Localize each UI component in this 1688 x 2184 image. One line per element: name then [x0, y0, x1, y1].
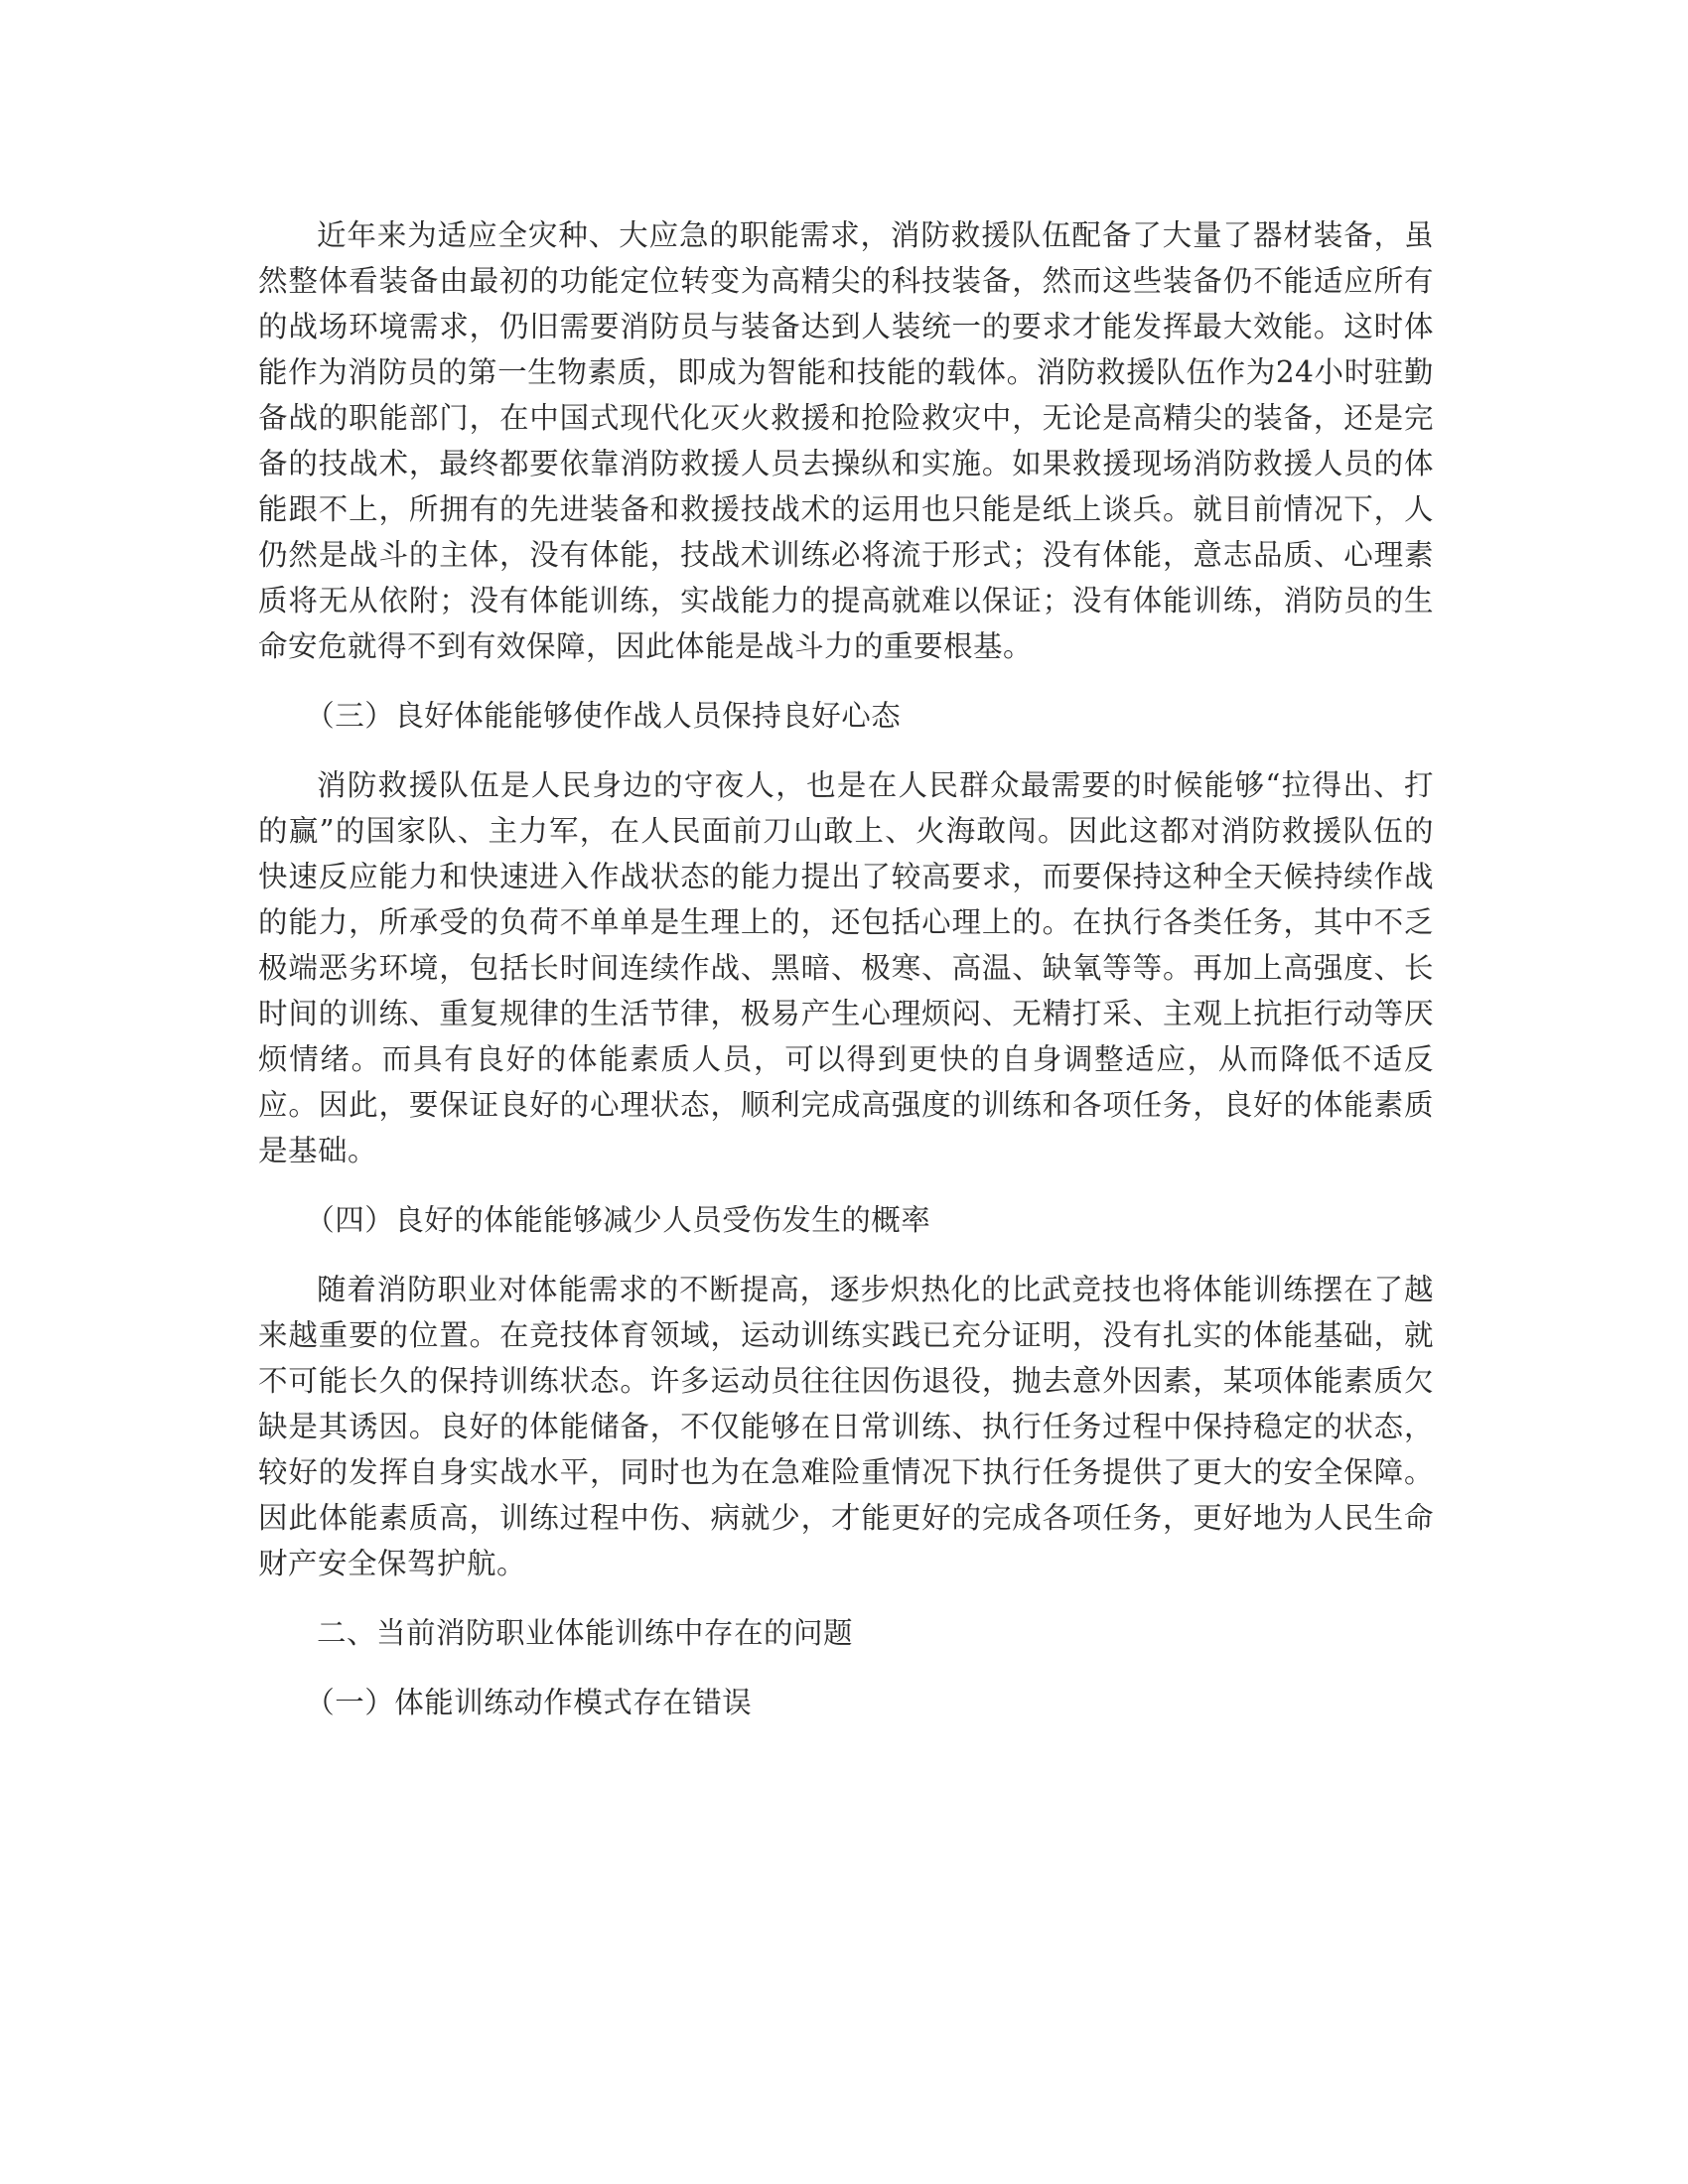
- section-heading-1: （一）体能训练动作模式存在错误: [305, 1686, 753, 1719]
- document-body: [258, 212, 1434, 1749]
- paragraph-injury-reduction: 随着消防职业对体能需求的不断提高，逐步炽热化的比武竞技也将体能训练摆在了越来越重要的位置。在竞技体育领域，运动训练实践已充分证明，没有扎实的体能基础，就不可能长久的保持训练状态。许多运动员往往因伤退役，抛去意外因素，某项体能素质欠缺是其诱因。良好的体能储备，不仅能够在日常训练、执行任务过程中保持稳定的状态，较好的发挥自身实战水平，同时也为在急难险重情况下执行任务提供了更大的安全保障。因此体能素质高，训练过程中伤、病就少，才能更好的完成各项任务，更好地为人民生命财产安全保驾护航。: [258, 1273, 1434, 1580]
- paragraph-equipment-and-fitness: 近年来为适应全灾种、大应急的职能需求，消防救援队伍配备了大量了器材装备，虽然整体看装备由最初的功能定位转变为高精尖的科技装备，然而这些装备仍不能适应所有的战场环境需求，仍旧需要消防员与装备达到人装统一的要求才能发挥最大效能。这时体能作为消防员的第一生物素质，即成为智能和技能的载体。消防救援队伍作为24小时驻勤备战的职能部门，在中国式现代化灭火救援和抢险救灾中，无论是高精尖的装备，还是完备的技战术，最终都要依靠消防救援人员去操纵和实施。如果救援现场消防救援人员的体能跟不上，所拥有的先进装备和救援技战术的运用也只能是纸上谈兵。就目前情况下，人仍然是战斗的主体，没有体能，技战术训练必将流于形式；没有体能，意志品质、心理素质将无从依附；没有体能训练，实战能力的提高就难以保证；没有体能训练，消防员的生命安危就得不到有效保障，因此体能是战斗力的重要根基。: [258, 218, 1434, 663]
- section-heading-3: （三）良好体能能够使作战人员保持良好心态: [305, 699, 902, 733]
- paragraph-psychological-state: 消防救援队伍是人民身边的守夜人，也是在人民群众最需要的时候能够“拉得出、打的赢”的国家队、主力军，在人民面前刀山敢上、火海敢闯。因此这都对消防救援队伍的快速反应能力和快速进入作战状态的能力提出了较高要求，而要保持这种全天候持续作战的能力，所承受的负荷不单单是生理上的，还包括心理上的。在执行各类任务，其中不乏极端恶劣环境，包括长时间连续作战、黑暗、极寒、高温、缺氧等等。再加上高强度、长时间的训练、重复规律的生活节律，极易产生心理烦闷、无精打采、主观上抗拒行动等厌烦情绪。而具有良好的体能素质人员，可以得到更快的自身调整适应，从而降低不适反应。因此，要保证良好的心理状态，顺利完成高强度的训练和各项任务，良好的体能素质是基础。: [258, 768, 1434, 1167]
- section-heading-4: （四）良好的体能能够减少人员受伤发生的概率: [305, 1203, 931, 1237]
- chapter-heading-2: 二、当前消防职业体能训练中存在的问题: [317, 1616, 854, 1650]
